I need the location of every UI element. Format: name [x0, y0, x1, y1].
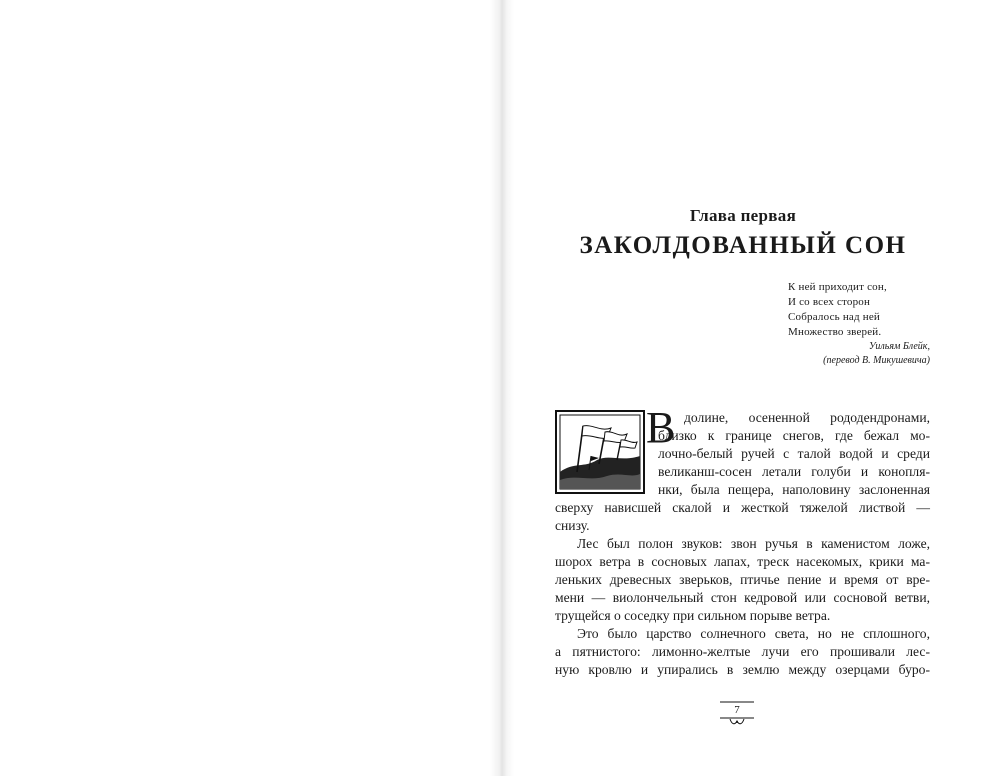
body-line: близко к границе снегов, где бежал мо-	[658, 428, 930, 443]
body-line: трущейся о соседку при сильном порыве ветра.	[555, 608, 831, 623]
body-line: ную кровлю и упирались в землю между озерцами буро-	[555, 662, 930, 677]
chapter-title: ЗАКОЛДОВАННЫЙ СОН	[579, 232, 907, 259]
page-number: 7	[734, 704, 740, 716]
body-line: долине, осененной рододендронами,	[684, 410, 930, 425]
body-line: а пятнистого: лимонно-желтые лучи его прошивали лес-	[555, 644, 930, 659]
epigraph-translator: (перевод В. Микушевича)	[823, 355, 930, 366]
epigraph-line: И со всех сторон	[788, 296, 871, 308]
body-line: мени — виолончельный стон кедровой или сосновой ветви,	[555, 590, 930, 605]
chapter-label: Глава первая	[689, 206, 797, 225]
epigraph	[788, 280, 930, 340]
epigraph-line: Множество зверей.	[788, 326, 882, 338]
body-line: Лес был полон звуков: звон ручья в каменистом ложе,	[577, 536, 930, 551]
body-line: сверху нависшей скалой и жесткой тяжелой листвой —	[555, 500, 930, 515]
epigraph-line: Собралось над ней	[788, 311, 880, 323]
body-line: леньких древесных зверьков, птичье пение и время от вре-	[555, 572, 930, 587]
page-folio	[712, 700, 762, 726]
body-line: снизу.	[555, 518, 590, 533]
body-line: лочно-белый ручей с талой водой и среди	[658, 446, 930, 461]
epigraph-author: Уильям Блейк,	[868, 341, 930, 352]
epigraph-attribution	[788, 340, 930, 368]
drop-cap-letter: В	[646, 403, 676, 452]
epigraph-line: К ней приходит сон,	[788, 281, 887, 293]
right-page	[500, 0, 1000, 776]
body-line: нки, была пещера, наполовину заслоненная	[658, 482, 930, 497]
body-line: шорох ветра в сосновых лапах, треск насекомых, крики ма-	[555, 554, 930, 569]
chapter-body-text	[555, 409, 930, 679]
folio-ornament-icon	[720, 716, 754, 726]
body-line: Это было царство солнечного света, но не сплошного,	[577, 626, 930, 641]
body-line: великанш-сосен летали голуби и конопля-	[658, 464, 930, 479]
